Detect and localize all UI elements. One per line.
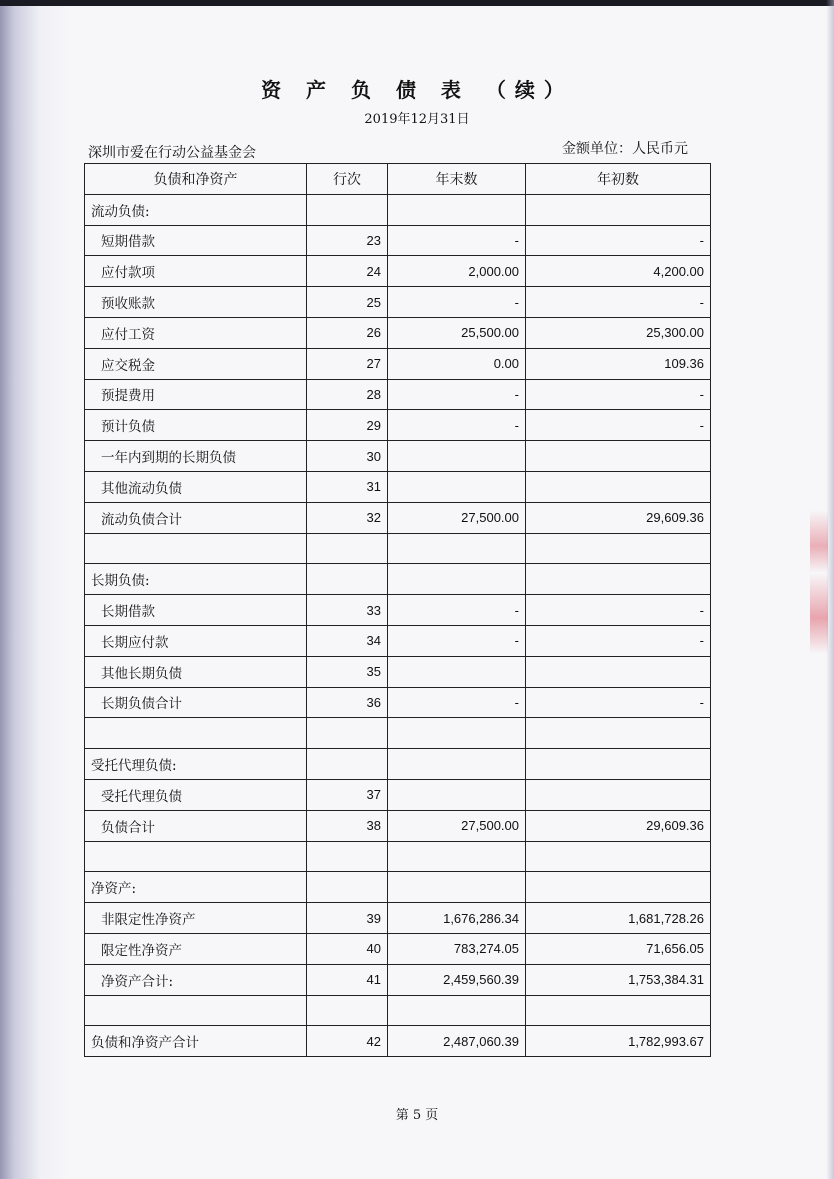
row-year-end-value: - <box>388 410 526 441</box>
row-line-number: 27 <box>307 348 388 379</box>
row-year-end-value: - <box>388 687 526 718</box>
table-row <box>85 718 711 749</box>
row-item-name: 应付款项 <box>85 256 307 287</box>
row-year-begin-value <box>526 194 711 225</box>
table-row <box>85 810 711 841</box>
scan-top-edge <box>0 0 834 6</box>
row-line-number <box>307 718 388 749</box>
row-item-name: 长期负债合计 <box>85 687 307 718</box>
row-item-name: 流动负债: <box>85 194 307 225</box>
row-year-end-value: 27,500.00 <box>388 502 526 533</box>
row-line-number <box>307 564 388 595</box>
row-year-begin-value: - <box>526 225 711 256</box>
table-row <box>85 317 711 348</box>
row-item-name: 一年内到期的长期负债 <box>85 441 307 472</box>
row-item-name: 长期借款 <box>85 595 307 626</box>
row-year-end-value <box>388 995 526 1026</box>
row-line-number: 31 <box>307 471 388 502</box>
row-year-begin-value: - <box>526 379 711 410</box>
row-year-end-value: 1,676,286.34 <box>388 903 526 934</box>
row-year-begin-value <box>526 656 711 687</box>
table-row <box>85 194 711 225</box>
row-year-begin-value <box>526 749 711 780</box>
table-row <box>85 410 711 441</box>
row-year-begin-value: 1,681,728.26 <box>526 903 711 934</box>
row-line-number <box>307 841 388 872</box>
organization-name: 深圳市爱在行动公益基金会 <box>88 145 256 161</box>
row-line-number: 40 <box>307 933 388 964</box>
col-header-year-begin: 年初数 <box>526 164 711 195</box>
table-row <box>85 595 711 626</box>
table-row <box>85 471 711 502</box>
row-item-name: 限定性净资产 <box>85 933 307 964</box>
red-seal-mark <box>810 510 828 690</box>
row-year-begin-value <box>526 564 711 595</box>
row-year-end-value <box>388 779 526 810</box>
table-row <box>85 964 711 995</box>
row-line-number: 35 <box>307 656 388 687</box>
row-year-begin-value: 1,782,993.67 <box>526 1026 711 1057</box>
table-row <box>85 625 711 656</box>
row-year-end-value <box>388 533 526 564</box>
table-row <box>85 903 711 934</box>
row-year-begin-value: 29,609.36 <box>526 810 711 841</box>
row-item-name: 应付工资 <box>85 317 307 348</box>
row-year-end-value: - <box>388 379 526 410</box>
row-item-name: 其他长期负债 <box>85 656 307 687</box>
row-line-number <box>307 872 388 903</box>
row-year-end-value <box>388 441 526 472</box>
row-year-begin-value <box>526 533 711 564</box>
row-year-end-value <box>388 718 526 749</box>
report-title: 资 产 负 债 表 （续） <box>261 78 573 102</box>
table-row <box>85 749 711 780</box>
row-item-name: 其他流动负债 <box>85 471 307 502</box>
row-year-end-value: 2,000.00 <box>388 256 526 287</box>
table-row <box>85 656 711 687</box>
row-line-number: 33 <box>307 595 388 626</box>
row-item-name: 预计负债 <box>85 410 307 441</box>
table-row <box>85 379 711 410</box>
row-year-begin-value: 25,300.00 <box>526 317 711 348</box>
row-year-end-value <box>388 656 526 687</box>
row-line-number: 41 <box>307 964 388 995</box>
balance-sheet-table <box>84 163 711 1057</box>
row-item-name: 应交税金 <box>85 348 307 379</box>
row-year-begin-value <box>526 872 711 903</box>
row-year-end-value: 2,459,560.39 <box>388 964 526 995</box>
row-year-end-value: - <box>388 225 526 256</box>
row-year-end-value <box>388 194 526 225</box>
table-row <box>85 502 711 533</box>
row-item-name: 负债和净资产合计 <box>85 1026 307 1057</box>
currency-unit: 金额单位：人民币元 <box>562 141 688 157</box>
page-number: 第 5 页 <box>395 1108 439 1123</box>
table-row <box>85 287 711 318</box>
row-item-name <box>85 841 307 872</box>
row-item-name <box>85 995 307 1026</box>
table-row <box>85 1026 711 1057</box>
row-year-begin-value <box>526 441 711 472</box>
row-year-begin-value <box>526 718 711 749</box>
row-line-number: 23 <box>307 225 388 256</box>
row-item-name: 非限定性净资产 <box>85 903 307 934</box>
row-item-name <box>85 718 307 749</box>
table-row <box>85 779 711 810</box>
row-line-number: 25 <box>307 287 388 318</box>
table-row <box>85 348 711 379</box>
table-body <box>85 194 711 1056</box>
row-item-name: 短期借款 <box>85 225 307 256</box>
row-year-end-value: 27,500.00 <box>388 810 526 841</box>
row-line-number <box>307 749 388 780</box>
row-year-end-value <box>388 749 526 780</box>
row-year-end-value <box>388 471 526 502</box>
row-year-end-value: 783,274.05 <box>388 933 526 964</box>
row-line-number: 34 <box>307 625 388 656</box>
table-row <box>85 933 711 964</box>
row-year-begin-value: 109.36 <box>526 348 711 379</box>
row-year-end-value <box>388 564 526 595</box>
row-item-name <box>85 533 307 564</box>
row-year-begin-value: - <box>526 287 711 318</box>
col-header-line: 行次 <box>307 164 388 195</box>
row-year-end-value <box>388 872 526 903</box>
row-year-begin-value: - <box>526 687 711 718</box>
row-line-number <box>307 533 388 564</box>
row-line-number: 32 <box>307 502 388 533</box>
row-year-end-value: - <box>388 595 526 626</box>
table-row <box>85 256 711 287</box>
table-row <box>85 441 711 472</box>
row-year-end-value: 25,500.00 <box>388 317 526 348</box>
row-year-begin-value: 4,200.00 <box>526 256 711 287</box>
row-line-number: 42 <box>307 1026 388 1057</box>
row-line-number: 24 <box>307 256 388 287</box>
table-row <box>85 995 711 1026</box>
col-header-year-end: 年末数 <box>388 164 526 195</box>
row-year-begin-value: 71,656.05 <box>526 933 711 964</box>
row-line-number: 39 <box>307 903 388 934</box>
row-year-end-value <box>388 841 526 872</box>
row-year-begin-value: - <box>526 625 711 656</box>
report-date: 2019年12月31日 <box>364 112 470 127</box>
row-item-name: 负债合计 <box>85 810 307 841</box>
row-year-begin-value: - <box>526 595 711 626</box>
row-year-begin-value: 29,609.36 <box>526 502 711 533</box>
row-line-number: 29 <box>307 410 388 441</box>
row-item-name: 流动负债合计 <box>85 502 307 533</box>
row-line-number: 37 <box>307 779 388 810</box>
row-year-begin-value <box>526 779 711 810</box>
row-item-name: 预收账款 <box>85 287 307 318</box>
row-line-number: 26 <box>307 317 388 348</box>
table-row <box>85 841 711 872</box>
row-line-number: 36 <box>307 687 388 718</box>
row-item-name: 受托代理负债 <box>85 779 307 810</box>
row-item-name: 长期应付款 <box>85 625 307 656</box>
row-year-begin-value <box>526 841 711 872</box>
table-row <box>85 872 711 903</box>
row-line-number: 30 <box>307 441 388 472</box>
row-item-name: 长期负债: <box>85 564 307 595</box>
row-line-number <box>307 995 388 1026</box>
row-year-begin-value <box>526 471 711 502</box>
table-row <box>85 533 711 564</box>
row-year-begin-value: 1,753,384.31 <box>526 964 711 995</box>
table-header-row <box>85 164 711 195</box>
col-header-item: 负债和净资产 <box>85 164 307 195</box>
row-item-name: 受托代理负债: <box>85 749 307 780</box>
row-line-number: 38 <box>307 810 388 841</box>
row-year-end-value: 2,487,060.39 <box>388 1026 526 1057</box>
row-item-name: 净资产: <box>85 872 307 903</box>
row-year-end-value: - <box>388 625 526 656</box>
row-line-number <box>307 194 388 225</box>
row-item-name: 预提费用 <box>85 379 307 410</box>
table-row <box>85 564 711 595</box>
table-row <box>85 687 711 718</box>
row-line-number: 28 <box>307 379 388 410</box>
row-year-end-value: - <box>388 287 526 318</box>
row-year-begin-value <box>526 995 711 1026</box>
row-item-name: 净资产合计: <box>85 964 307 995</box>
row-year-end-value: 0.00 <box>388 348 526 379</box>
table-row <box>85 225 711 256</box>
row-year-begin-value: - <box>526 410 711 441</box>
